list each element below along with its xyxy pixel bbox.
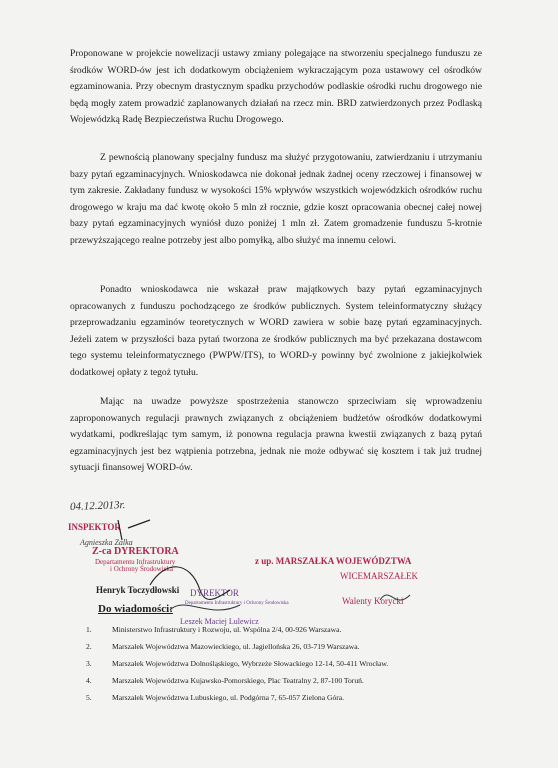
stamp-wicemarszalek: WICEMARSZAŁEK <box>340 571 418 581</box>
handwritten-date: 04.12.2013r. <box>69 499 126 513</box>
stamp-dyrektor: DYREKTOR <box>190 588 239 598</box>
body-paragraph-3: Ponadto wnioskodawca nie wskazał praw majątkowych bazy pytań egzaminacyjnych opracowanych z funduszu pochodzącego ze środków publicznych. System teleinformatyczny służący przeprowadzaniu egzaminów teoretycznych w WORD zawiera w sobie bazę pytań egzaminacyjnych. Jeżeli zatem w przyszłości baza pytań tworzona ze środków publicznych ma być przekazana dostawcom tego systemu teleinformatycznego (PWPW/ITS), to WORD-y powinny być zwolnione z jakiejkolwiek dodatkowej opłaty z tegoż tytułu. <box>70 284 482 378</box>
stamp-department-line2: i Ochrony Środowiska <box>110 565 173 573</box>
list-item: 5. Marszałek Województwa Lubuskiego, ul. Podgórna 7, 65-057 Zielona Góra. <box>86 693 345 702</box>
list-item: 4. Marszałek Województwa Kujawsko-Pomorskiego, Plac Teatralny 2, 87-100 Toruń. <box>86 676 364 685</box>
stamp-inspektor: INSPEKTOR <box>68 522 121 532</box>
body-paragraph-2: Z pewnością planowany specjalny fundusz ma służyć przygotowaniu, zatwierdzaniu i utrzymaniu bazy pytań egzaminacyjnych. Wnioskodawca nie dokonał jednak żadnej oceny rzeczowej i finansowej w tym zakresie. Zakładany fundusz w wysokości 15% wpływów wszystkich wojewódzkich ośrodków ruchu drogowego w kraju ma dać kwotę około 5 mln zł rocznie, gdzie koszt opracowania obecnej całej nowej bazy pytań egzaminacyjnych wyniósł duzo poniżej 1 mln zł. Zatem gromadzenie funduszu 5-krotnie przewyższającego realne potrzeby jest albo pomyłką, albo służyć ma innemu celowi. <box>70 152 482 246</box>
list-item: 1. Ministerstwo Infrastruktury i Rozwoju, ul. Wspólna 2/4, 00-926 Warszawa. <box>86 625 342 634</box>
stamp-name-walenty: Walenty Korycki <box>342 596 404 606</box>
body-paragraph-4: Mając na uwadze powyższe spostrzeżenia stanowczo sprzeciwiam się wprowadzeniu zaproponowanych regulacji prawnych związanych z obciążeniem budżetów ośrodków dodatkowymi wydatkami, podkreślając tym samym, iż ponowna regulacja prawna kwestii związanych z bazą pytań egzaminacyjnych jest bez wątpienia potrzebna, jednak nie może odbywać się kosztem i tak już trudnej sytuacji finansowej WORD-ów. <box>70 396 482 474</box>
stamp-name-henryk: Henryk Toczydłowski <box>96 585 180 595</box>
stamp-marszalek: z up. MARSZAŁKA WOJEWÓDZTWA <box>255 556 412 566</box>
list-item: 3. Marszałek Województwa Dolnośląskiego, Wybrzeże Słowackiego 12-14, 50-411 Wrocław. <box>86 659 389 668</box>
stamp-dyrektor-sub: Departamentu Infrastruktury i Ochrony Środowiska <box>185 601 289 606</box>
stamp-name-leszek: Leszek Maciej Lulewicz <box>180 617 259 626</box>
distribution-list <box>86 621 388 706</box>
stamp-zast-dyrektora: Z-ca DYREKTORA <box>92 546 179 557</box>
list-item: 2. Marszałek Województwa Mazowieckiego, ul. Jagiellońska 26, 03-719 Warszawa. <box>86 642 360 651</box>
stamp-name-agnieszka: Agnieszka Zalka <box>80 538 133 547</box>
body-paragraph-1: Proponowane w projekcie nowelizacji ustawy zmiany polegające na stworzeniu specjalnego funduszu ze środków WORD-ów jest ich dodatkowym obciążeniem wykraczającym poza ustawowy cel ośrodków egzaminowania. Przy obecnym drastycznym spadku przychodów podlaskie ośrodki ruchu drogowego nie będą mogły zatem prowadzić zaplanowanych działań na rzecz min. BRD zatwierdzonych przez Podlaską Wojewódzką Radę Bezpieczeństwa Ruchu Drogowego. <box>70 48 482 126</box>
stamp-department-line1: Departamentu Infrastruktury <box>95 558 176 566</box>
distribution-heading: Do wiadomości: <box>98 603 173 615</box>
signature-stroke-1 <box>118 520 150 540</box>
